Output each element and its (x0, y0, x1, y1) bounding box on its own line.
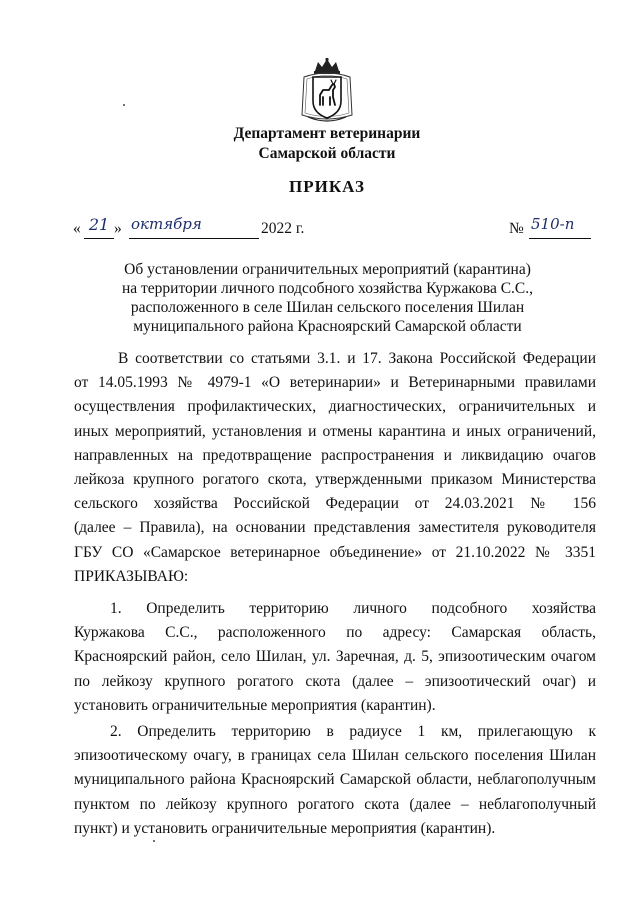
paragraph-line: от 14.05.1993 № 4979-1 «О ветеринарии» и Ветеринарными правилами (74, 374, 596, 392)
date-close-quote: » (114, 220, 122, 237)
paragraph-line: 2. Определить территорию в радиусе 1 км, прилегающую к (110, 723, 596, 740)
paragraph-line: (далее – Правила), на основании представления заместителя руководителя (74, 519, 596, 537)
paragraph-line: 1. Определить территорию личного подсобного хозяйства (110, 600, 596, 617)
paragraph-line: эпизоотическому очагу, в границах села Шилан сельского поселения Шилан (74, 747, 596, 765)
date-day-handwritten: 21 (88, 215, 110, 234)
paragraph-line: по лейкозу крупного рогатого скота (далее – эпизоотический очаг) и (74, 672, 596, 690)
date-number-line (73, 215, 593, 241)
day-underline (84, 238, 114, 239)
preamble-paragraph (74, 347, 596, 589)
department-line-2: Самарской области (258, 145, 396, 162)
paragraph-line: пункт) и установить ограничительные мероприятия (карантин). (74, 819, 496, 837)
month-underline (129, 238, 259, 239)
order-subject (60, 260, 595, 336)
paragraph-line: пунктом по лейкозу крупного рогатого скота (далее – неблагополучный (74, 795, 596, 813)
paragraph-line: лейкоза крупного рогатого скота, утвержденными приказом Министерства (74, 470, 596, 488)
subject-line: муниципального района Красноярский Самарской области (133, 318, 522, 335)
samara-coat-of-arms-icon (298, 57, 356, 125)
paragraph-line: направленных на предотвращение распространения и ликвидацию очагов (74, 446, 596, 464)
order-number-label: № (509, 220, 524, 237)
subject-line: расположенного в селе Шилан сельского поселения Шилан (130, 299, 525, 316)
paragraph-line: муниципального района Красноярский Самарской области, неблагополучным (74, 771, 596, 789)
paragraph-line: ГБУ СО «Самарское ветеринарное объединение» от 21.10.2022 № 3351 (74, 543, 596, 561)
order-number-handwritten: 510-п (531, 215, 575, 233)
department-line-1: Департамент ветеринарии (233, 125, 421, 142)
date-month-handwritten: октября (131, 215, 202, 233)
paragraph-line: иных мероприятий, установления и отмены карантина и иных ограничений, (74, 422, 596, 440)
document-title: ПРИКАЗ (289, 177, 365, 196)
paragraph-line: ПРИКАЗЫВАЮ: (74, 567, 189, 585)
scan-speck (153, 840, 155, 842)
date-open-quote: « (73, 220, 81, 237)
paragraph-line: Куржакова С.С., расположенного по адресу: Самарская область, (74, 624, 596, 642)
order-item-1 (74, 597, 596, 718)
paragraph-line: Красноярский район, село Шилан, ул. Заречная, д. 5, эпизоотическим очагом (74, 648, 596, 666)
paragraph-line: установить ограничительные мероприятия (карантин). (74, 696, 436, 714)
order-item-2 (74, 720, 596, 841)
number-underline (529, 238, 591, 239)
date-year: 2022 г. (261, 220, 305, 237)
scan-speck (123, 104, 125, 106)
paragraph-line: сельского хозяйства Российской Федерации от 24.03.2021 № 156 (74, 495, 596, 513)
department-name (0, 124, 640, 164)
paragraph-line: В соответствии со статьями 3.1. и 17. Закона Российской Федерации (118, 350, 596, 367)
paragraph-line: осуществления профилактических, диагностических, ограничительных и (74, 398, 596, 416)
subject-line: на территории личного подсобного хозяйства Куржакова С.С., (121, 280, 534, 297)
subject-line: Об установлении ограничительных мероприятий (карантина) (124, 261, 531, 278)
